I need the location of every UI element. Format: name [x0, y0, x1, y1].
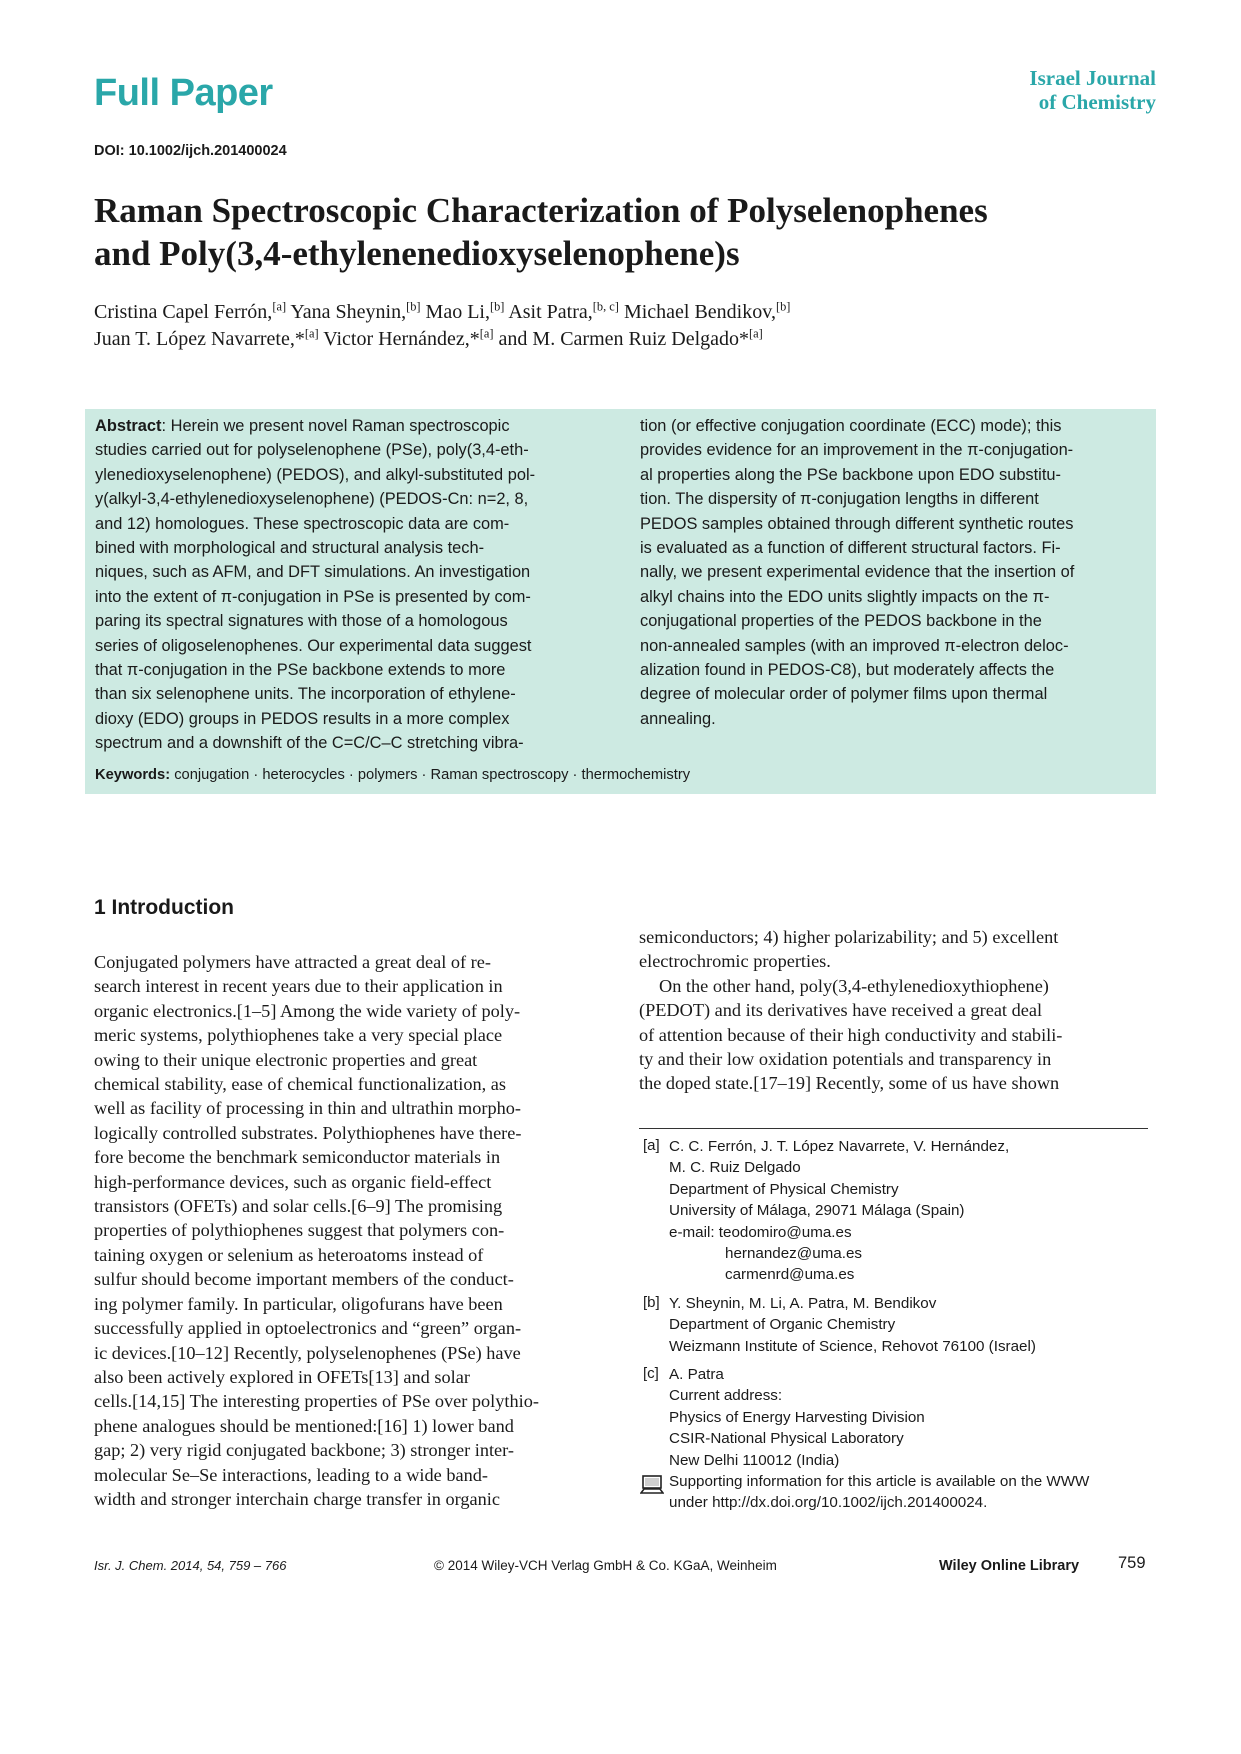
- footnote-affiliation-c: [669, 1364, 1149, 1471]
- body-line: semiconductors; 4) higher polarizability; and 5) excellent: [639, 927, 1059, 947]
- doi: DOI: 10.1002/ijch.201400024: [94, 143, 287, 159]
- author-name: Mao Li,: [420, 301, 490, 323]
- footnote-line: M. C. Ruiz Delgado: [669, 1159, 801, 1177]
- body-line: electrochromic properties.: [639, 951, 831, 972]
- body-line: ic devices.[10–12] Recently, polyselenophenes (PSe) have: [94, 1342, 521, 1363]
- footnote-line: C. C. Ferrón, J. T. López Navarrete, V. Hernández,: [669, 1138, 1010, 1155]
- abstract-line: bined with morphological and structural analysis tech-: [95, 539, 485, 558]
- body-line: (PEDOT) and its derivatives have received a great deal: [639, 1000, 1043, 1021]
- abstract-line: al properties along the PSe backbone upon EDO substitu-: [640, 465, 1061, 484]
- footer-copyright: © 2014 Wiley-VCH Verlag GmbH & Co. KGaA, Weinheim: [434, 1558, 777, 1573]
- footnote-line: Y. Sheynin, M. Li, A. Patra, M. Bendikov: [669, 1295, 937, 1312]
- footnote-divider: [639, 1128, 1148, 1129]
- abstract-line: niques, such as AFM, and DFT simulations. An investigation: [95, 563, 531, 582]
- affiliation-mark: [a]: [479, 326, 494, 341]
- footer-library: Wiley Online Library: [939, 1558, 1080, 1574]
- affiliation-mark: [a]: [304, 326, 319, 341]
- abstract-line: and 12) homologues. These spectroscopic data are com-: [95, 514, 510, 533]
- abstract-line: dioxy (EDO) groups in PEDOS results in a more complex: [95, 709, 510, 728]
- abstract-line: ylenedioxyselenophene) (PEDOS), and alkyl-substituted pol-: [95, 465, 536, 484]
- body-line: transistors (OFETs) and solar cells.[6–9] The promising: [94, 1196, 503, 1217]
- section-label: Full Paper: [94, 72, 273, 114]
- abstract-line: alkyl chains into the EDO units slightly impacts on the π-: [640, 587, 1050, 606]
- body-column-left: [94, 950, 603, 1511]
- footnote-line: Supporting information for this article is available on the WWW: [669, 1473, 1090, 1490]
- affiliation-mark: [b, c]: [592, 299, 619, 314]
- body-line: organic electronics.[1–5] Among the wide variety of poly-: [94, 1000, 521, 1021]
- body-line: successfully applied in optoelectronics and “green” organ-: [94, 1318, 522, 1339]
- abstract-column-right: [640, 414, 1149, 731]
- abstract-line: studies carried out for polyselenophene (PSe), poly(3,4-eth-: [95, 441, 529, 460]
- computer-icon: [640, 1474, 664, 1496]
- abstract-line: series of oligoselenophenes. Our experimental data suggest: [95, 636, 532, 655]
- keywords-list: conjugation · heterocycles · polymers · Raman spectroscopy · thermochemistry: [174, 767, 691, 783]
- footnote-line: Weizmann Institute of Science, Rehovot 76100 (Israel): [669, 1337, 1036, 1355]
- abstract-line: paring its spectral signatures with those of a homologous: [95, 612, 508, 631]
- footnote-line: Department of Organic Chemistry: [669, 1316, 896, 1334]
- footnote-affiliation-a: [669, 1136, 1149, 1286]
- affiliation-mark: [a]: [749, 326, 763, 341]
- footnote-tag: [c]: [643, 1365, 659, 1382]
- journal-name: [1029, 66, 1156, 114]
- author-name: Juan T. López Navarrete,*: [94, 328, 305, 350]
- abstract-line: non-annealed samples (with an improved π-electron deloc-: [640, 636, 1069, 655]
- affiliation-mark: [a]: [272, 299, 287, 314]
- body-line: logically controlled substrates. Polythiophenes have there-: [94, 1122, 522, 1143]
- footnote-line: A. Patra: [669, 1366, 724, 1383]
- footnote-line: New Delhi 110012 (India): [669, 1451, 840, 1469]
- abstract-line: into the extent of π-conjugation in PSe is presented by com-: [95, 587, 531, 606]
- journal-name-line1: Israel Journal: [1029, 66, 1156, 90]
- body-line: On the other hand, poly(3,4-ethylenedioxythiophene): [659, 975, 1049, 996]
- author-list: [94, 299, 790, 353]
- abstract-line: conjugational properties of the PEDOS backbone in the: [640, 612, 1042, 631]
- abstract-line: degree of molecular order of polymer films upon thermal: [640, 685, 1048, 704]
- abstract-line: nally, we present experimental evidence that the insertion of: [640, 563, 1075, 582]
- author-name: Cristina Capel Ferrón,: [94, 301, 273, 323]
- footnote-line: under http://dx.doi.org/10.1002/ijch.201400024.: [669, 1494, 988, 1512]
- body-line: molecular Se–Se interactions, leading to a wide band-: [94, 1464, 488, 1485]
- body-line: also been actively explored in OFETs[13] and solar: [94, 1366, 470, 1387]
- body-column-right: [639, 925, 1148, 1096]
- body-line: search interest in recent years due to their application in: [94, 976, 503, 997]
- page-number: 759: [1118, 1554, 1146, 1572]
- abstract-line: PEDOS samples obtained through different synthetic routes: [640, 514, 1074, 533]
- body-line: Conjugated polymers have attracted a great deal of re-: [94, 952, 491, 972]
- body-line: meric systems, polythiophenes take a very special place: [94, 1025, 503, 1046]
- body-line: gap; 2) very rigid conjugated backbone; 3) stronger inter-: [94, 1440, 514, 1461]
- footnote-tag: [a]: [643, 1137, 660, 1154]
- section-heading-introduction: 1 Introduction: [94, 896, 234, 919]
- body-line: chemical stability, ease of chemical functionalization, as: [94, 1074, 507, 1095]
- affiliation-mark: [b]: [406, 299, 421, 314]
- abstract-line: provides evidence for an improvement in the π-conjugation-: [640, 441, 1074, 460]
- footnote-line: University of Málaga, 29071 Málaga (Spain): [669, 1202, 965, 1220]
- body-line: high-performance devices, such as organic field-effect: [94, 1171, 492, 1192]
- keywords-label: Keywords:: [95, 767, 171, 783]
- body-line: taining oxygen or selenium as heteroatoms instead of: [94, 1244, 484, 1265]
- title-line2: and Poly(3,4-ethylenenedioxyselenophene)s: [94, 234, 740, 273]
- author-name: Asit Patra,: [504, 301, 593, 323]
- abstract-line: is evaluated as a function of different structural factors. Fi-: [640, 539, 1061, 558]
- author-line1: [94, 299, 790, 326]
- body-line: ty and their low oxidation potentials and transparency in: [639, 1049, 1052, 1070]
- author-name: Michael Bendikov,: [618, 301, 776, 323]
- author-name: Yana Sheynin,: [286, 301, 407, 323]
- article-title: [94, 189, 1154, 275]
- body-line: sulfur should become important members of the conduct-: [94, 1269, 514, 1290]
- affiliation-mark: [b]: [775, 299, 791, 314]
- journal-name-line2: of Chemistry: [1038, 90, 1156, 114]
- body-line: width and stronger interchain charge transfer in organic: [94, 1488, 500, 1509]
- abstract-line: y(alkyl-3,4-ethylenedioxyselenophene) (PEDOS-Cn: n=2, 8,: [95, 490, 529, 509]
- footnote-line: Physics of Energy Harvesting Division: [669, 1408, 925, 1426]
- footnote-line: e-mail: teodomiro@uma.es: [669, 1223, 852, 1241]
- affiliation-mark: [b]: [489, 299, 505, 314]
- abstract-line: that π-conjugation in the PSe backbone extends to more: [95, 661, 506, 680]
- body-line: the doped state.[17–19] Recently, some of us have shown: [639, 1073, 1060, 1094]
- abstract-label: Abstract: [95, 417, 162, 435]
- footnote-line: Department of Physical Chemistry: [669, 1180, 899, 1198]
- abstract-line: tion (or effective conjugation coordinate (ECC) mode); this: [640, 417, 1062, 435]
- body-line: well as facility of processing in thin and ultrathin morpho-: [94, 1098, 521, 1119]
- abstract-line: spectrum and a downshift of the C=C/C–C stretching vibra-: [95, 734, 524, 753]
- author-line2: [94, 326, 790, 353]
- title-line1: Raman Spectroscopic Characterization of Polyselenophenes: [94, 191, 988, 230]
- body-line: properties of polythiophenes suggest that polymers con-: [94, 1220, 505, 1241]
- author-name: Victor Hernández,*: [318, 328, 480, 350]
- abstract-column-left: [95, 414, 604, 756]
- abstract-line: alization found in PEDOS-C8), but moderately affects the: [640, 661, 1055, 680]
- supporting-information-note: [669, 1471, 1149, 1514]
- body-line: fore become the benchmark semiconductor materials in: [94, 1147, 501, 1168]
- footnote-line: hernandez@uma.es: [725, 1245, 862, 1263]
- footnote-line: carmenrd@uma.es: [725, 1266, 855, 1284]
- abstract-line: than six selenophene units. The incorporation of ethylene-: [95, 685, 516, 704]
- footnote-line: CSIR-National Physical Laboratory: [669, 1430, 904, 1448]
- abstract-line: tion. The dispersity of π-conjugation lengths in different: [640, 490, 1039, 509]
- footnote-affiliation-b: [669, 1293, 1149, 1357]
- body-line: phene analogues should be mentioned:[16] 1) lower band: [94, 1415, 514, 1436]
- footer-citation: Isr. J. Chem. 2014, 54, 759 – 766: [94, 1558, 287, 1573]
- author-name: and M. Carmen Ruiz Delgado*: [493, 328, 750, 350]
- body-line: of attention because of their high conductivity and stabili-: [639, 1024, 1063, 1045]
- body-line: ing polymer family. In particular, oligofurans have been: [94, 1293, 503, 1314]
- footnote-tag: [b]: [643, 1294, 660, 1311]
- keywords: [95, 767, 690, 783]
- body-line: owing to their unique electronic properties and great: [94, 1049, 478, 1070]
- abstract-line: Abstract: Herein we present novel Raman spectroscopic: [95, 417, 510, 435]
- body-line: cells.[14,15] The interesting properties of PSe over polythio-: [94, 1391, 539, 1412]
- abstract-line: annealing.: [640, 709, 716, 728]
- footnote-line: Current address:: [669, 1387, 783, 1405]
